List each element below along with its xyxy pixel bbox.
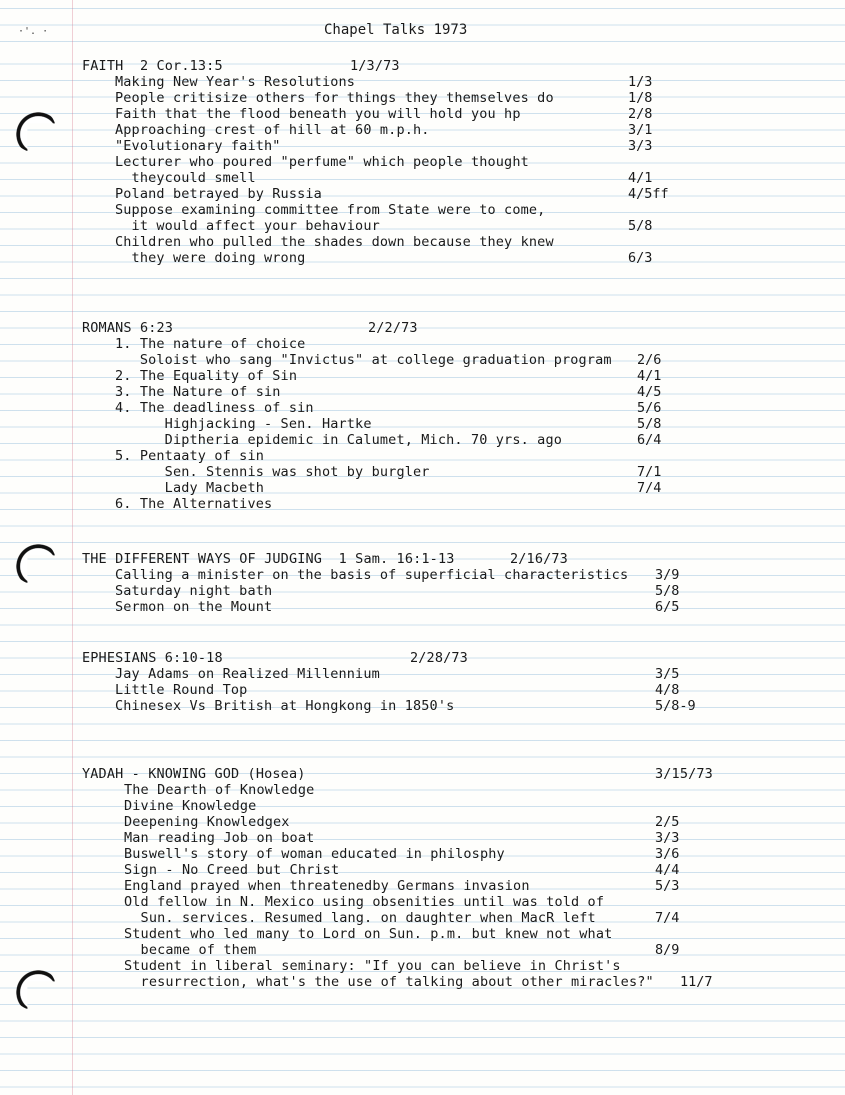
talk-item: Soloist who sang "Invictus" at college graduation program — [115, 352, 612, 368]
talk-item: 4. The deadliness of sin — [115, 400, 314, 416]
talk-item: Chinesex Vs British at Hongkong in 1850's — [115, 698, 455, 714]
ink-specks: ·'. · — [18, 26, 49, 37]
talk-item-ref: 5/3 — [655, 878, 680, 894]
talk-item: became of them — [124, 942, 257, 958]
talk-item: "Evolutionary faith" — [115, 138, 281, 154]
talk-item-ref: 1/3 — [628, 74, 653, 90]
talk-item: People critisize others for things they themselves do — [115, 90, 554, 106]
talk-item-ref: 2/6 — [637, 352, 662, 368]
talk-item: resurrection, what's the use of talking about other miracles?" — [124, 974, 654, 990]
talk-item-ref: 4/8 — [655, 682, 680, 698]
talk-item-ref: 3/3 — [628, 138, 653, 154]
talk-item: Old fellow in N. Mexico using obsenities until was told of — [124, 894, 605, 910]
talk-item-ref: 7/4 — [637, 480, 662, 496]
talk-item: Poland betrayed by Russia — [115, 186, 322, 202]
talk-item: Student in liberal seminary: "If you can believe in Christ's — [124, 958, 621, 974]
talk-item-ref: 4/5ff — [628, 186, 669, 202]
section-heading: FAITH 2 Cor.13:5 — [82, 58, 223, 74]
page-title: Chapel Talks 1973 — [324, 22, 468, 38]
talk-item: Faith that the flood beneath you will hold you hp — [115, 106, 521, 122]
talk-item-ref: 3/6 — [655, 846, 680, 862]
section-date: 2/2/73 — [368, 320, 418, 336]
talk-item: Student who led many to Lord on Sun. p.m. but knew not what — [124, 926, 613, 942]
talk-item-ref: 6/3 — [628, 250, 653, 266]
talk-item: Sun. services. Resumed lang. on daughter when MacR left — [124, 910, 596, 926]
talk-item-ref: 3/3 — [655, 830, 680, 846]
talk-item: Lecturer who poured "perfume" which people thought — [115, 154, 529, 170]
talk-item: Sermon on the Mount — [115, 599, 273, 615]
talk-item-ref: 5/8 — [655, 583, 680, 599]
section-date: 1/3/73 — [350, 58, 400, 74]
talk-item: Man reading Job on boat — [124, 830, 315, 846]
talk-item-ref: 5/8 — [637, 416, 662, 432]
talk-item: Sen. Stennis was shot by burgler — [115, 464, 430, 480]
talk-item: Sign - No Creed but Christ — [124, 862, 340, 878]
talk-item: it would affect your behaviour — [115, 218, 380, 234]
talk-item: 2. The Equality of Sin — [115, 368, 298, 384]
talk-item-ref: 5/8-9 — [655, 698, 696, 714]
talk-item: Making New Year's Resolutions — [115, 74, 356, 90]
talk-item: Calling a minister on the basis of superficial characteristics — [115, 567, 629, 583]
talk-item: Little Round Top — [115, 682, 248, 698]
talk-item-ref: 7/1 — [637, 464, 662, 480]
talk-item-ref: 3/1 — [628, 122, 653, 138]
section-heading: YADAH - KNOWING GOD (Hosea) — [82, 766, 306, 782]
talk-item-ref: 1/8 — [628, 90, 653, 106]
talk-item-ref: 8/9 — [655, 942, 680, 958]
talk-item-ref: 4/1 — [628, 170, 653, 186]
talk-item: Diptheria epidemic in Calumet, Mich. 70 yrs. ago — [115, 432, 562, 448]
talk-item: 3. The Nature of sin — [115, 384, 281, 400]
talk-item-ref: 3/9 — [655, 567, 680, 583]
talk-item: Deepening Knowledgex — [124, 814, 290, 830]
section-date: 2/28/73 — [410, 650, 468, 666]
talk-item-ref: 6/5 — [655, 599, 680, 615]
talk-item: Children who pulled the shades down because they knew — [115, 234, 554, 250]
talk-item-ref: 11/7 — [680, 974, 713, 990]
section-heading: EPHESIANS 6:10-18 — [82, 650, 223, 666]
talk-item: Lady Macbeth — [115, 480, 264, 496]
talk-item: Suppose examining committee from State were to come, — [115, 202, 546, 218]
talk-item: The Dearth of Knowledge — [124, 782, 315, 798]
talk-item-ref: 3/5 — [655, 666, 680, 682]
talk-item: 5. Pentaaty of sin — [115, 448, 264, 464]
talk-item: Buswell's story of woman educated in philosphy — [124, 846, 505, 862]
talk-item: theycould smell — [115, 170, 256, 186]
talk-item-ref: 7/4 — [655, 910, 680, 926]
talk-item: 1. The nature of choice — [115, 336, 306, 352]
talk-item-ref: 2/8 — [628, 106, 653, 122]
talk-item: Saturday night bath — [115, 583, 273, 599]
talk-item-ref: 4/5 — [637, 384, 662, 400]
talk-item: Jay Adams on Realized Millennium — [115, 666, 380, 682]
section-heading: THE DIFFERENT WAYS OF JUDGING 1 Sam. 16:1-13 — [82, 551, 455, 567]
talk-item-ref: 4/4 — [655, 862, 680, 878]
talk-item: 6. The Alternatives — [115, 496, 273, 512]
section-date: 3/15/73 — [655, 766, 713, 782]
talk-item-ref: 5/8 — [628, 218, 653, 234]
talk-item-ref: 6/4 — [637, 432, 662, 448]
talk-item: Highjacking - Sen. Hartke — [115, 416, 372, 432]
talk-item-ref: 4/1 — [637, 368, 662, 384]
talk-item: Divine Knowledge — [124, 798, 257, 814]
section-heading: ROMANS 6:23 — [82, 320, 174, 336]
talk-item-ref: 5/6 — [637, 400, 662, 416]
talk-item: Approaching crest of hill at 60 m.p.h. — [115, 122, 430, 138]
talk-item: England prayed when threatenedby Germans invasion — [124, 878, 530, 894]
section-date: 2/16/73 — [510, 551, 568, 567]
talk-item-ref: 2/5 — [655, 814, 680, 830]
talk-item: they were doing wrong — [115, 250, 306, 266]
